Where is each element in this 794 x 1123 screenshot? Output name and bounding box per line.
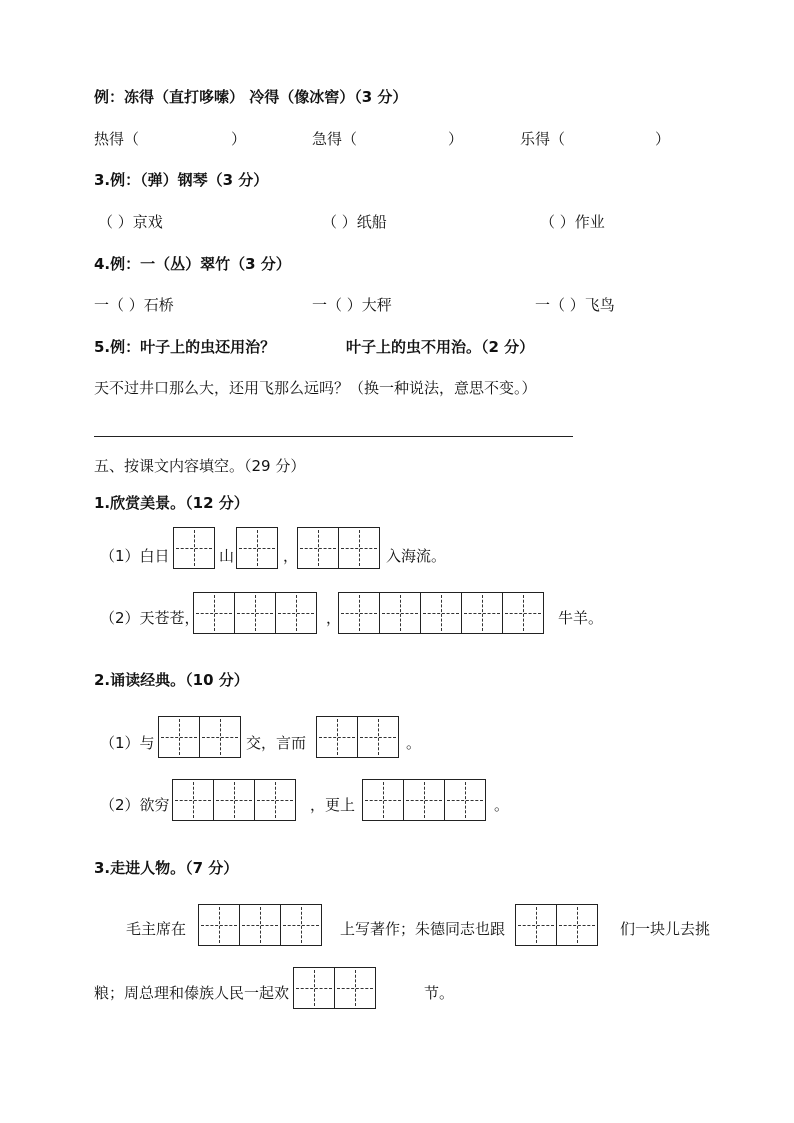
q3-item-2: （ ）纸船 [322,213,387,231]
writing-cell[interactable] [379,592,421,634]
p1-line1-suffix: 入海流。 [386,547,447,565]
p1-line2-boxes-b[interactable] [338,592,543,634]
q5-title-example: 5.例：叶子上的虫还用治？ [94,338,276,356]
q5-prompt: 天不过井口那么大，还用飞那么远吗？（换一种说法，意思不变。） [94,379,537,397]
writing-cell[interactable] [193,592,235,634]
p1-line1-comma: ， [283,547,299,565]
part3-title: 3.走进人物。（7 分） [94,859,239,877]
p3-line1-prefix: 毛主席在 [126,920,187,938]
p2-line2-boxes-a[interactable] [172,779,295,821]
writing-cell[interactable] [316,716,358,758]
writing-cell[interactable] [172,779,214,821]
q2-item-2-close: ） [448,130,464,148]
p2-line1-mid: 交，言而 [246,734,307,752]
p3-line2-boxes[interactable] [293,967,375,1009]
writing-cell[interactable] [403,779,445,821]
p1-line1-prefix: （1）白日 [100,547,170,565]
p1-line2-suffix: 牛羊。 [558,609,604,627]
q4-title: 4.例：一（丛）翠竹（3 分） [94,255,291,273]
q3-title: 3.例：（弹）钢琴（3 分） [94,171,269,189]
q2-item-1: 热得（ [94,130,140,148]
p1-line2-comma: ， [326,609,342,627]
q4-item-1: 一（ ）石桥 [94,296,174,314]
writing-cell[interactable] [362,779,404,821]
writing-cell[interactable] [357,716,399,758]
writing-cell[interactable] [502,592,544,634]
writing-cell[interactable] [275,592,317,634]
writing-cell[interactable] [158,716,200,758]
q2-title: 例：冻得（直打哆嗦） 冷得（像冰窖）（3 分） [94,88,408,106]
p1-line1-mid: 山 [219,547,235,565]
p1-line1-boxes-b[interactable] [236,527,277,569]
q5-title-rewrite: 叶子上的虫不用治。（2 分） [346,338,535,356]
p2-line2-suffix: 。 [494,796,510,814]
writing-cell[interactable] [173,527,215,569]
p2-line2-mid: ，更上 [310,796,356,814]
writing-cell[interactable] [239,904,281,946]
q3-item-1: （ ）京戏 [98,213,163,231]
section5-title: 五、按课文内容填空。（29 分） [94,457,306,475]
p1-line1-boxes-c[interactable] [297,527,379,569]
writing-cell[interactable] [213,779,255,821]
p2-line1-boxes-a[interactable] [158,716,240,758]
writing-cell[interactable] [515,904,557,946]
part2-title: 2.诵读经典。（10 分） [94,671,249,689]
p3-line1-boxes-b[interactable] [515,904,597,946]
writing-cell[interactable] [254,779,296,821]
writing-cell[interactable] [199,716,241,758]
p1-line2-prefix: （2）天苍苍， [100,609,200,627]
writing-cell[interactable] [234,592,276,634]
writing-cell[interactable] [236,527,278,569]
p3-line2-suffix: 节。 [424,984,455,1002]
q2-item-3: 乐得（ [520,130,566,148]
p2-line1-prefix: （1）与 [100,734,155,752]
part1-title: 1.欣赏美景。（12 分） [94,494,249,512]
q2-item-2: 急得（ [312,130,358,148]
writing-cell[interactable] [293,967,335,1009]
writing-cell[interactable] [556,904,598,946]
q5-answer-line[interactable] [94,436,573,437]
p1-line1-boxes-a[interactable] [173,527,214,569]
p3-line1-suffix: 们一块儿去挑 [620,920,711,938]
writing-cell[interactable] [338,592,380,634]
writing-cell[interactable] [198,904,240,946]
p2-line2-prefix: （2）欲穷 [100,796,170,814]
p3-line1-mid: 上写著作；朱德同志也跟 [340,920,506,938]
writing-cell[interactable] [461,592,503,634]
q2-item-3-close: ） [655,130,671,148]
p1-line2-boxes-a[interactable] [193,592,316,634]
p2-line2-boxes-b[interactable] [362,779,485,821]
q4-item-3: 一（ ）飞鸟 [535,296,615,314]
q4-item-2: 一（ ）大秤 [312,296,392,314]
q3-item-3: （ ）作业 [540,213,605,231]
writing-cell[interactable] [334,967,376,1009]
p3-line1-boxes-a[interactable] [198,904,321,946]
q2-item-1-close: ） [231,130,247,148]
writing-cell[interactable] [444,779,486,821]
p2-line1-boxes-b[interactable] [316,716,398,758]
p3-line2-prefix: 粮；周总理和傣族人民一起欢 [94,984,290,1002]
writing-cell[interactable] [420,592,462,634]
writing-cell[interactable] [280,904,322,946]
p2-line1-suffix: 。 [406,734,422,752]
writing-cell[interactable] [338,527,380,569]
writing-cell[interactable] [297,527,339,569]
